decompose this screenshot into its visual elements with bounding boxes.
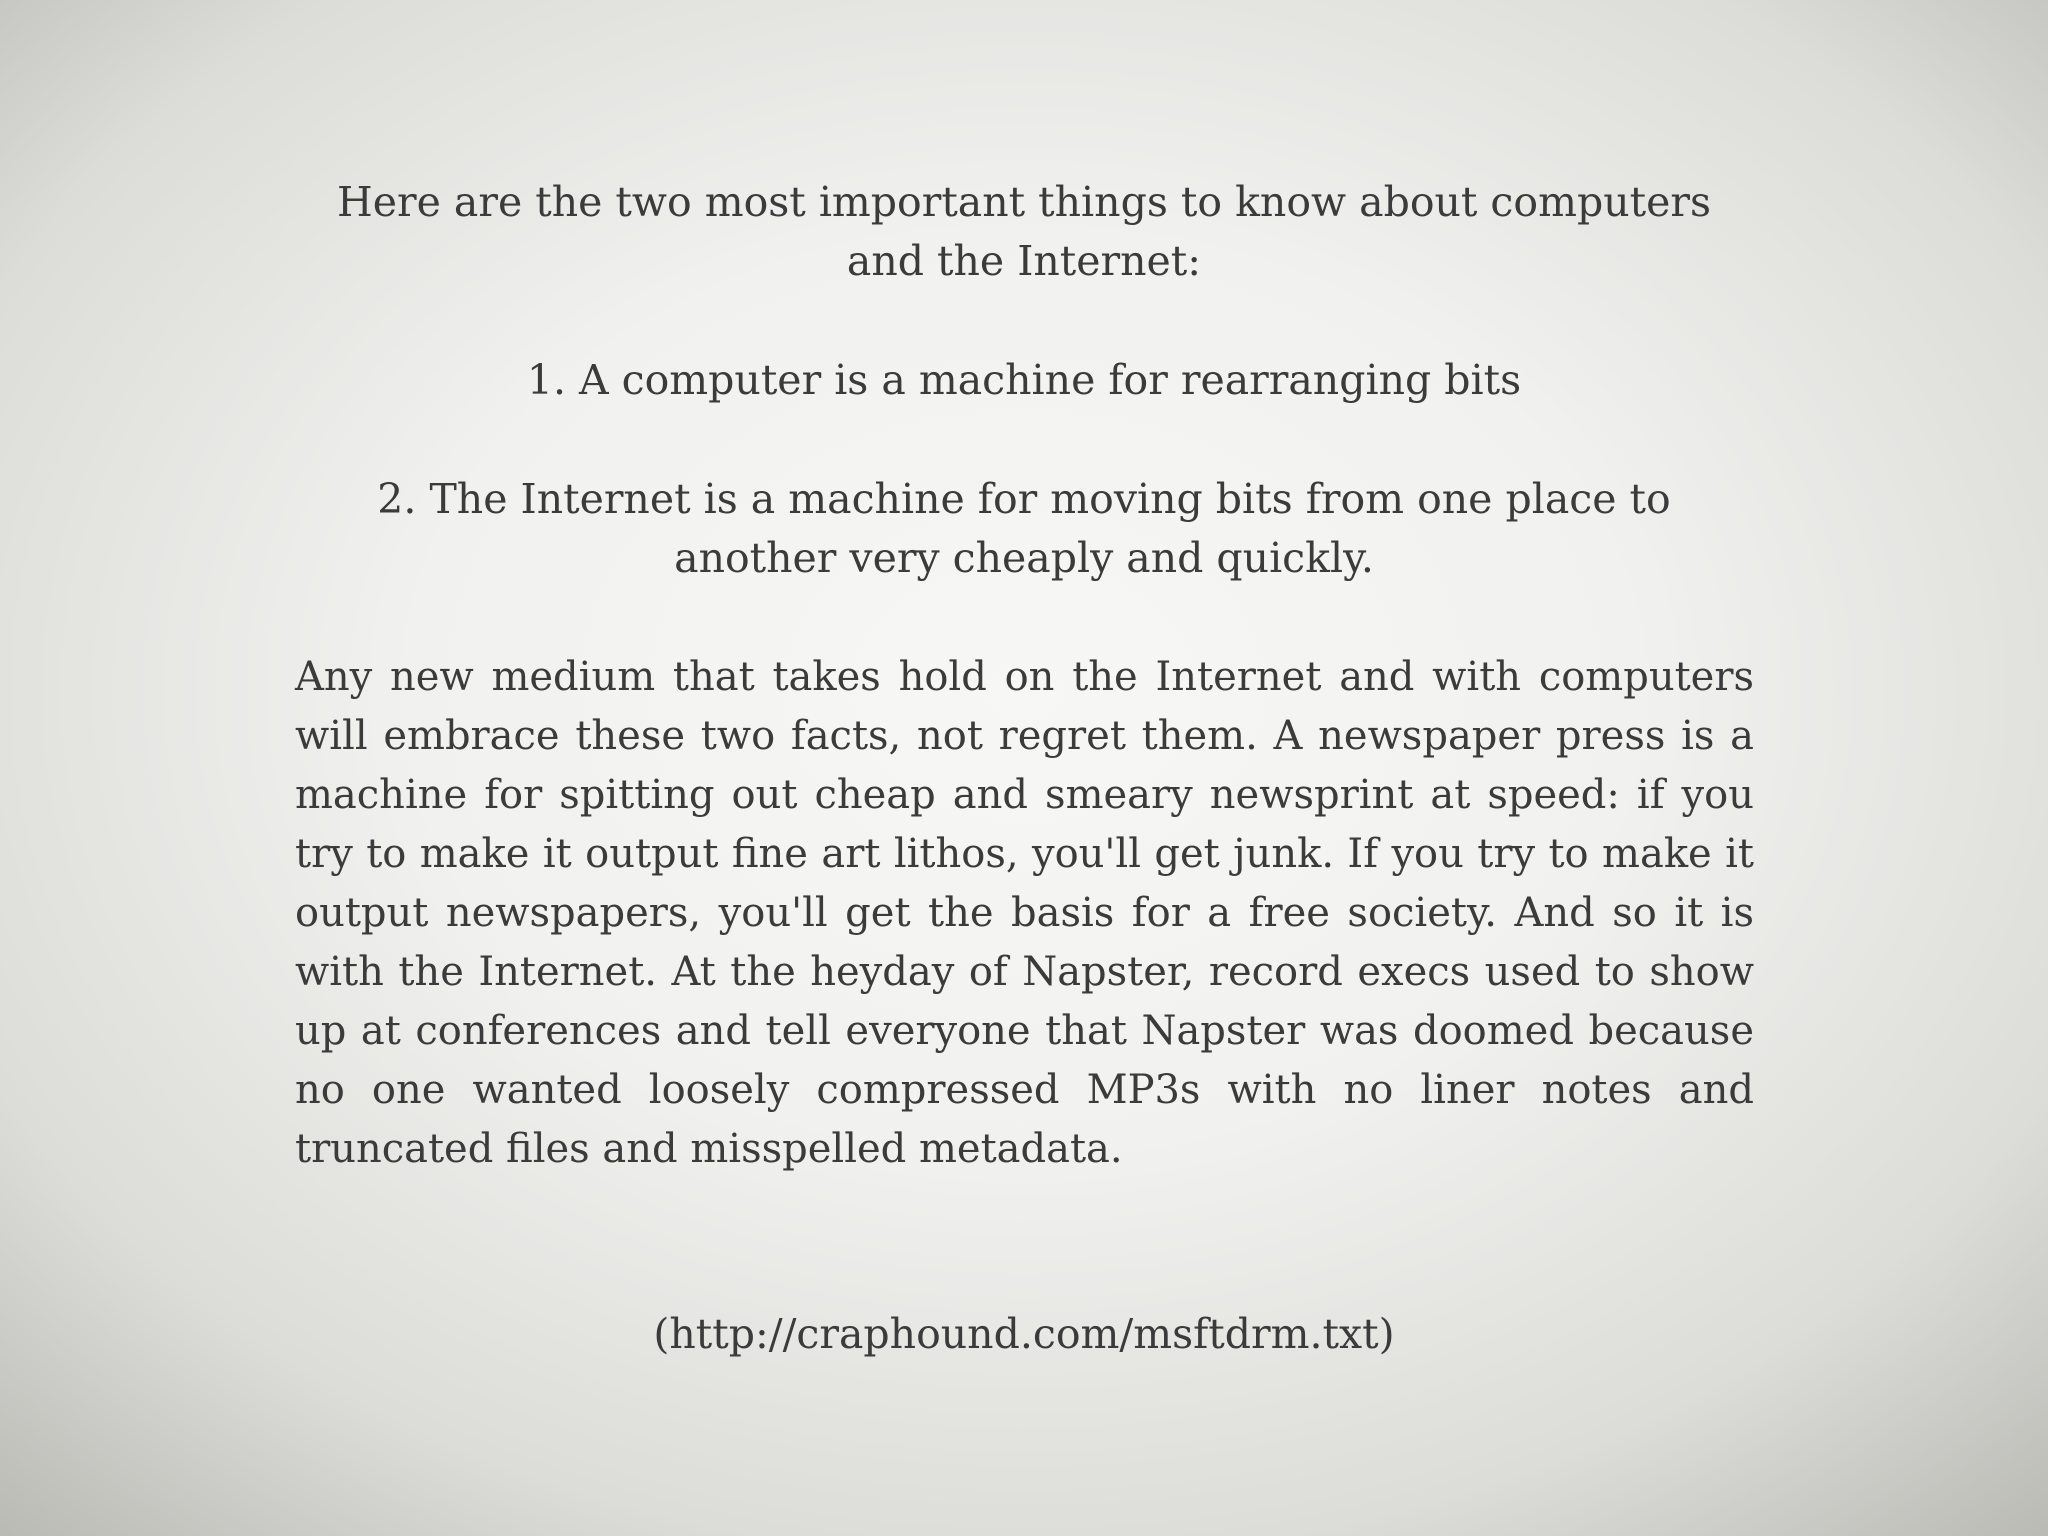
source-link-text: (http://craphound.com/msftdrm.txt)	[653, 1310, 1395, 1358]
point-two-line-1: 2. The Internet is a machine for moving bits from one place to	[377, 475, 1671, 523]
intro-line-2: and the Internet:	[846, 237, 1202, 285]
point-one	[280, 351, 1768, 410]
intro-text	[280, 173, 1768, 291]
body-paragraph: Any new medium that takes hold on the Internet and with computers will embrace these two facts, not regret them. A newspaper press is a machine for spitting out cheap and smeary newsprint at speed: if you try to make it output fine art lithos, you'll get junk. If you try to make it output newspapers, you'll get the basis for a free society. And so it is with the Internet. At the heyday of Napster, record execs used to show up at conferences and tell everyone that Napster was doomed because no one wanted loosely compressed MP3s with no liner notes and truncated files and misspelled metadata.	[295, 654, 1754, 1172]
point-two-line-2: another very cheaply and quickly.	[674, 534, 1374, 582]
source-citation	[280, 1305, 1768, 1364]
point-two	[280, 470, 1768, 588]
point-one-text: 1. A computer is a machine for rearranging bits	[526, 356, 1522, 404]
intro-line-1: Here are the two most important things to know about computers	[336, 178, 1711, 226]
